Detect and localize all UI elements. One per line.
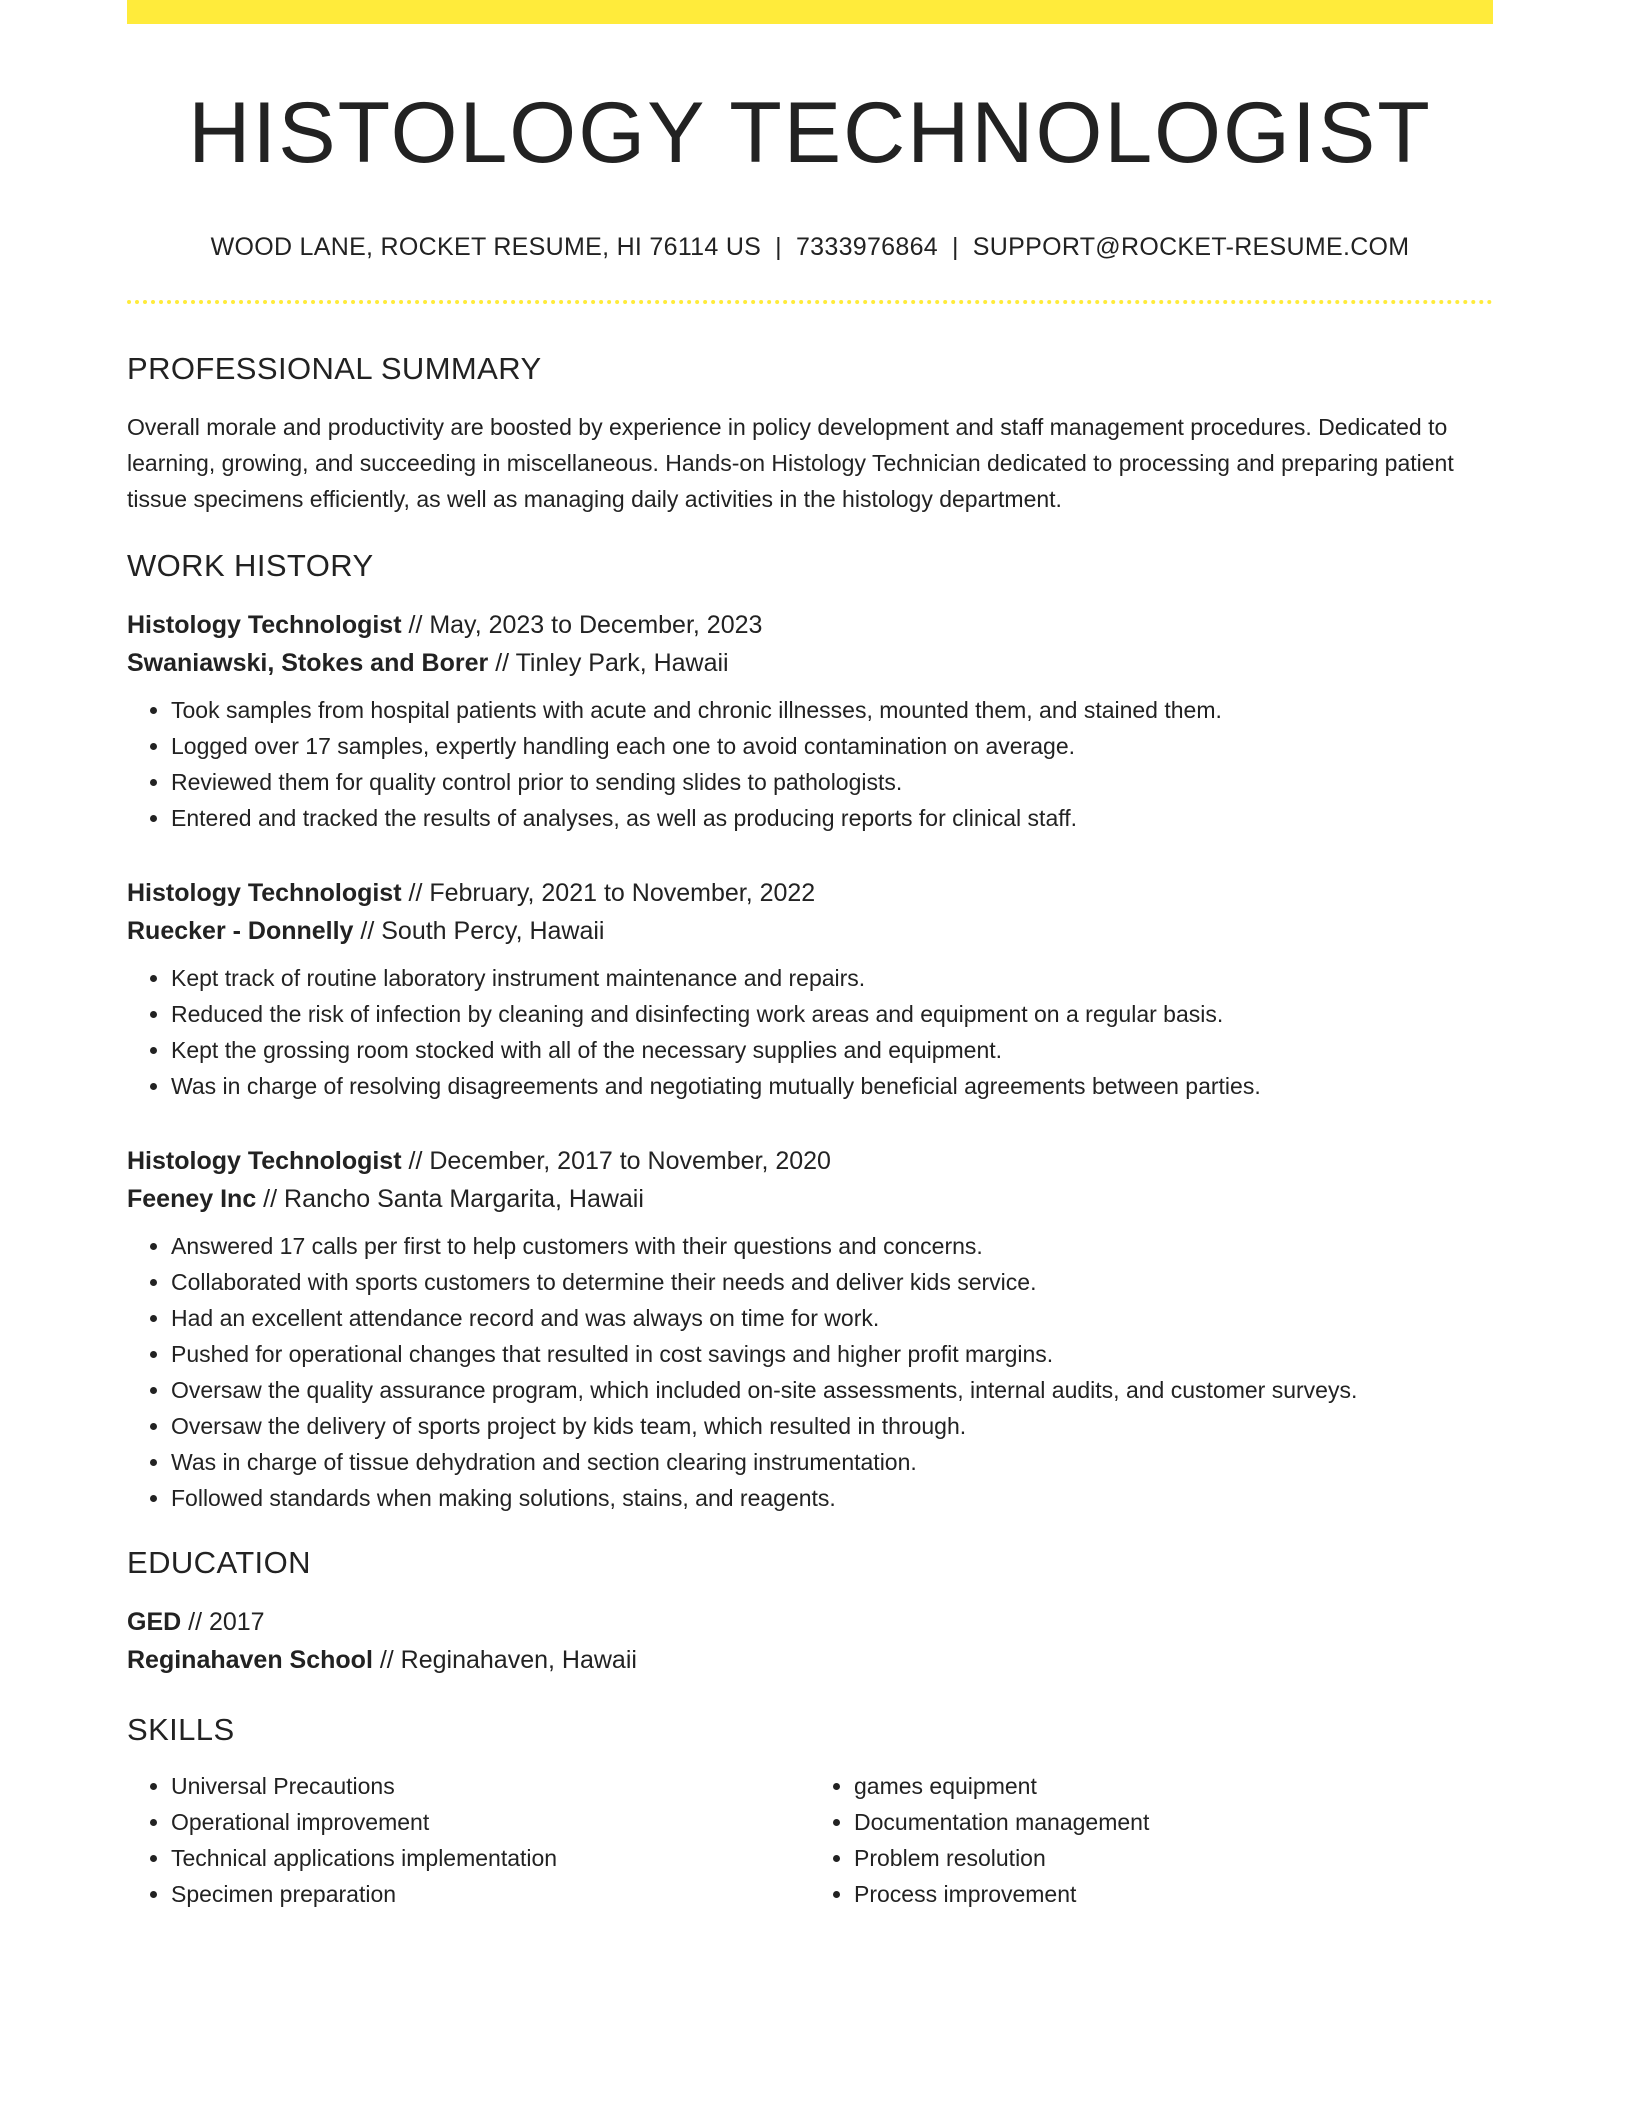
- contact-phone: 7333976864: [795, 233, 938, 262]
- education-entry: [127, 1603, 1493, 1679]
- skill-item: • Technical applications implementation: [171, 1840, 810, 1876]
- job-dates: // May, 2023 to December, 2023: [401, 611, 763, 640]
- job-title: Histology Technologist: [127, 879, 402, 908]
- job-bullets: [127, 960, 1493, 1104]
- contact-separator: |: [952, 233, 959, 262]
- contact-address: WOOD LANE, ROCKET RESUME, HI 76114 US: [210, 233, 762, 262]
- contact-line: [127, 231, 1493, 264]
- job-dates: // December, 2017 to November, 2020: [401, 1147, 831, 1176]
- job-bullet: • Collaborated with sports customers to determine their needs and deliver kids service.: [171, 1264, 1493, 1300]
- skill-item: • games equipment: [854, 1768, 1493, 1804]
- education-location: // Reginahaven, Hawaii: [372, 1646, 637, 1675]
- job-location: // Tinley Park, Hawaii: [488, 649, 729, 678]
- skill-item: • Process improvement: [854, 1876, 1493, 1912]
- job-bullet: • Had an excellent attendance record and was always on time for work.: [171, 1300, 1493, 1336]
- job-bullet: • Took samples from hospital patients with acute and chronic illnesses, mounted them, and stained them.: [171, 692, 1493, 728]
- contact-separator: |: [775, 233, 782, 262]
- job-bullet: • Was in charge of resolving disagreements and negotiating mutually beneficial agreements between parties.: [171, 1068, 1493, 1104]
- job-location: // South Percy, Hawaii: [353, 917, 605, 946]
- work-history-list: [127, 606, 1493, 1516]
- job-bullets: [127, 1228, 1493, 1516]
- job-dates: // February, 2021 to November, 2022: [401, 879, 816, 908]
- work-history-heading: WORK HISTORY: [127, 547, 374, 583]
- skills-heading: SKILLS: [127, 1712, 235, 1748]
- education-heading: EDUCATION: [127, 1545, 311, 1581]
- contact-email: SUPPORT@ROCKET-RESUME.COM: [972, 233, 1410, 262]
- skill-item: • Specimen preparation: [171, 1876, 810, 1912]
- job-bullet: • Kept track of routine laboratory instrument maintenance and repairs.: [171, 960, 1493, 996]
- job-bullet: • Entered and tracked the results of analyses, as well as producing reports for clinical staff.: [171, 800, 1493, 836]
- job-company: Swaniawski, Stokes and Borer: [127, 649, 489, 678]
- job-bullet: • Logged over 17 samples, expertly handling each one to avoid contamination on average.: [171, 728, 1493, 764]
- job-bullet: • Reduced the risk of infection by cleaning and disinfecting work areas and equipment on a regular basis.: [171, 996, 1493, 1032]
- dotted-divider: [127, 300, 1493, 304]
- skill-item: • Problem resolution: [854, 1840, 1493, 1876]
- resume-title: HISTOLOGY TECHNOLOGIST: [188, 85, 1432, 181]
- skill-item: • Operational improvement: [171, 1804, 810, 1840]
- job-location: // Rancho Santa Margarita, Hawaii: [256, 1185, 644, 1214]
- job-entry: [127, 606, 1493, 836]
- job-entry: [127, 1142, 1493, 1516]
- job-bullet: • Answered 17 calls per first to help customers with their questions and concerns.: [171, 1228, 1493, 1264]
- summary-heading: PROFESSIONAL SUMMARY: [127, 350, 542, 386]
- skill-item: • Universal Precautions: [171, 1768, 810, 1804]
- job-bullet: • Oversaw the delivery of sports project by kids team, which resulted in through.: [171, 1408, 1493, 1444]
- accent-top-bar: [127, 0, 1493, 24]
- job-bullet: • Kept the grossing room stocked with all of the necessary supplies and equipment.: [171, 1032, 1493, 1068]
- job-bullet: • Was in charge of tissue dehydration and section clearing instrumentation.: [171, 1444, 1493, 1480]
- job-title: Histology Technologist: [127, 1147, 402, 1176]
- education-year: // 2017: [181, 1608, 265, 1637]
- job-title: Histology Technologist: [127, 611, 402, 640]
- summary-text: Overall morale and productivity are boosted by experience in policy development and staff management procedures. Dedicated to learning, growing, and succeeding in miscellaneous. Hands-on Histology Technician dedicated to processing and preparing patient tissue specimens efficiently, as well as managing daily activities in the histology department.: [127, 413, 1454, 512]
- job-bullet: • Pushed for operational changes that resulted in cost savings and higher profit margins.: [171, 1336, 1493, 1372]
- skills-right-list: [810, 1768, 1493, 1912]
- job-bullet: • Followed standards when making solutions, stains, and reagents.: [171, 1480, 1493, 1516]
- job-bullets: [127, 692, 1493, 836]
- job-company: Feeney Inc: [127, 1185, 257, 1214]
- skills-columns: [127, 1768, 1493, 1912]
- job-entry: [127, 874, 1493, 1104]
- job-bullet: • Reviewed them for quality control prior to sending slides to pathologists.: [171, 764, 1493, 800]
- job-bullet: • Oversaw the quality assurance program, which included on-site assessments, internal audits, and customer surveys.: [171, 1372, 1493, 1408]
- education-degree: GED: [127, 1608, 182, 1637]
- skill-item: • Documentation management: [854, 1804, 1493, 1840]
- skills-left-list: [127, 1768, 810, 1912]
- education-school: Reginahaven School: [127, 1646, 373, 1675]
- job-company: Ruecker - Donnelly: [127, 917, 354, 946]
- resume-page: [127, 0, 1493, 1912]
